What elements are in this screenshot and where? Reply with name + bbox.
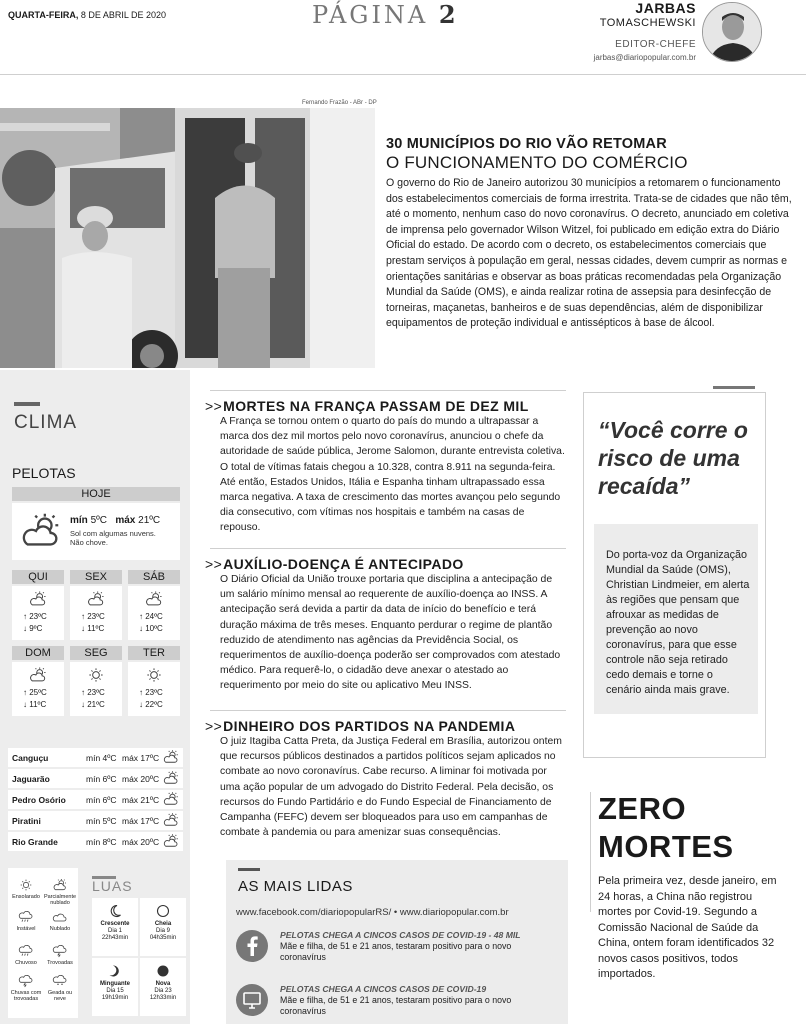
quote-attribution: Do porta-voz da Organização Mundial da Saúde (OMS), Christian Lindmeier, em alerta às regiões que pensam que afrouxar as medidas de prevenção ao novo coronavírus, para que esse controle não seja retirado cedo demais e torne o cenário ainda mais grave. — [594, 524, 758, 714]
sun-icon — [18, 878, 34, 892]
day-label-sab: SÁB — [128, 570, 180, 584]
day-max: ↑ 24ºC — [139, 612, 163, 621]
computer-icon — [236, 984, 268, 1016]
site-link[interactable]: www.diariopopular.com.br — [399, 907, 509, 918]
day-max: ↑ 23ºC — [81, 688, 105, 697]
news-title: DINHEIRO DOS PARTIDOS NA PANDEMIA — [223, 718, 516, 734]
legend-label: Instável — [16, 926, 36, 932]
today-max-label: máx — [115, 515, 136, 526]
moon-phase: Crescente — [100, 921, 130, 927]
city-min: mín 5ºC — [86, 816, 117, 826]
city-name: Pedro Osório — [12, 795, 66, 805]
most-read-links — [236, 907, 509, 918]
partly-cloudy-icon — [162, 812, 180, 828]
day-max: ↑ 23ºC — [139, 688, 163, 697]
day-min: ↓ 11ºC — [81, 624, 105, 633]
legend-chuvas-com-trovoadas — [9, 974, 43, 1002]
day-label-qui: QUI — [12, 570, 64, 584]
moon-time: 12h33min — [149, 995, 177, 1001]
news-title: MORTES NA FRANÇA PASSAM DE DEZ MIL — [223, 398, 529, 414]
most-read-title-text: PELOTAS CHEGA A CINCOS CASOS DE COVID-19 — [280, 984, 487, 994]
news-partidos — [205, 718, 565, 840]
new-moon-icon — [156, 964, 170, 978]
partly-cloudy-icon — [162, 770, 180, 786]
city-name: Jaguarão — [12, 774, 50, 784]
day-min: ↓ 22ºC — [139, 700, 163, 709]
today-label: HOJE — [12, 487, 180, 501]
city-row-pedro-osorio — [8, 790, 183, 809]
today-min-label: mín — [70, 515, 88, 526]
legend-label: Ensolarado — [12, 894, 40, 900]
partly-cloudy-icon — [162, 833, 180, 849]
city-row-piratini — [8, 811, 183, 830]
legend-label: Trovoadas — [47, 960, 73, 966]
facebook-link[interactable]: www.facebook.com/diariopopularRS/ — [236, 907, 392, 918]
partly-cloudy-icon — [162, 749, 180, 765]
day-label-ter: TER — [128, 646, 180, 660]
date: 8 DE ABRIL DE 2020 — [80, 10, 167, 20]
header-divider — [0, 74, 806, 75]
city-name: Piratini — [12, 816, 41, 826]
weather-city: PELOTAS — [12, 465, 76, 481]
city-row-rio-grande — [8, 832, 183, 851]
edition-date — [8, 10, 166, 20]
editor-last-name: TOMASCHEWSKI — [599, 17, 696, 29]
moon-date: Dia 9 — [155, 928, 170, 934]
city-row-jaguarao — [8, 769, 183, 788]
news-headline — [205, 718, 565, 734]
lead-photo — [0, 108, 375, 368]
most-read-title: AS MAIS LIDAS — [238, 878, 353, 895]
city-max: máx 21ºC — [122, 795, 160, 805]
today-description: Sol com algumas nuvens. Não chove. — [70, 529, 156, 547]
moon-time: 19h19min — [101, 995, 129, 1001]
news-body: O Diário Oficial da União trouxe portaria que disciplina a antecipação de um salário mínimo mensal ao requerente de auxílio-doença ao INSS. A antecipação será devida a partir da data de início do benefício e terá duração máxima de três meses. Enquanto perdurar o regime de plantão reduzido de atendimento nas agências da Previdência Social, os requerimentos de auxílio-doença poderão ser comprovados com atestado médico. Para requerê-lo, o cidadão deve anexar o atestado ao requerimento por meio do site ou aplicativo Meu INSS. — [220, 574, 561, 692]
legend-geada-ou-neve — [43, 974, 77, 1002]
day-forecast-sex — [70, 586, 122, 640]
moon-phases — [92, 876, 184, 1018]
legend-trovoadas — [43, 944, 77, 966]
day-max: ↑ 23ºC — [81, 612, 105, 621]
weather-title: CLIMA — [14, 412, 78, 433]
lead-subheadline: O FUNCIONAMENTO DO COMÉRCIO — [386, 153, 688, 172]
sun-icon — [86, 666, 106, 684]
partly-cloudy-icon — [28, 590, 48, 608]
moon-time: 04h35min — [149, 935, 177, 941]
news-title: AUXÍLIO-DOENÇA É ANTECIPADO — [223, 556, 464, 572]
day-forecast-seg — [70, 662, 122, 716]
page-number-value: 2 — [438, 0, 456, 29]
zero-divider — [590, 792, 591, 912]
legend-label: Chuvoso — [15, 960, 37, 966]
legend-nublado — [43, 910, 77, 932]
city-min: mín 6ºC — [86, 774, 117, 784]
most-read-accent-bar — [238, 868, 260, 871]
most-read-title-text: PELOTAS CHEGA A CINCOS CASOS DE COVID-19 - 48 MIL — [280, 930, 521, 940]
moon-date: Dia 23 — [154, 988, 172, 994]
partly-cloudy-icon — [144, 590, 164, 608]
rain-icon — [18, 944, 34, 958]
legend-label: Nublado — [49, 926, 71, 932]
lead-body: O governo do Rio de Janeiro autorizou 30 municípios a retomarem o funcionamento dos estabelecimentos comerciais de forma irrestrita. Trata-se de cidades que não têm, até o momento, nenhum caso do novo coronavírus. O decreto, anunciado em coletiva de imprensa pelo governador Wilson Witzel, foi publicado em edição extra do Diário Oficial do estado. De acordo com o decreto, os estabelecimentos comerciais que prestam serviços à população em geral, nessas cidades, devem cumprir as normas e orientações sanitárias e observar as boas práticas recomendadas pela Organização Mundial da Saúde (OMS), e ainda realizar rotina de assepsia para desinfecção de torneiras, maçanetas, banheiros e de suas dependências, além de disponibilizar equipamentos de proteção individual e antissépticos à base de álcool. — [386, 177, 792, 330]
moon-time: 22h43min — [101, 935, 129, 941]
zero-title — [598, 790, 734, 866]
city-row-cangucu — [8, 748, 183, 767]
storm-icon — [52, 944, 68, 958]
moon-date: Dia 15 — [106, 988, 124, 994]
city-max: máx 20ºC — [122, 774, 160, 784]
day-label-dom: DOM — [12, 646, 64, 660]
today-min: 5ºC — [90, 515, 107, 526]
day-forecast-dom — [12, 662, 64, 716]
page-label: PÁGINA — [312, 1, 429, 29]
waning-moon-icon — [108, 964, 122, 978]
day-min: ↓ 9ºC — [23, 624, 43, 633]
city-max: máx 20ºC — [122, 837, 160, 847]
weather-legend — [8, 868, 78, 1018]
moon-phase: Cheia — [154, 921, 172, 927]
news-divider — [210, 548, 566, 549]
zero-body: Pela primeira vez, desde janeiro, em 24 horas, a China não registrou mortes por Covid-19. Segundo a Comissão Nacional de Saúde da China, ontem foram identificados 32 novos casos positivos, todos importados. — [598, 875, 777, 980]
news-auxilio — [205, 556, 565, 694]
news-body: A França se tornou ontem o quarto do país do mundo a ultrapassar a marca dos dez mil mortos pelo novo coronavírus, anunciou o chefe da autoridade de saúde pública, Jerome Salomon, durante entrevista coletiva. O total de vítimas fatais chegou a 10.328, contra 8.911 na segunda-feira. Até então, Estados Unidos, Itália e Espanha tinham ultrapassado essa marca negativa. A taxa de crescimento das mortes avançou pelo segundo dia consecutivo, com vítimas nos hospitais e também na casas de repouso. — [220, 416, 565, 534]
partly-cloudy-icon — [52, 878, 68, 892]
legend-label: Parcialmente nublado — [43, 894, 77, 906]
lead-headline: 30 MUNICÍPIOS DO RIO VÃO RETOMAR — [386, 136, 667, 152]
day-max: ↑ 23ºC — [23, 612, 47, 621]
page-number — [312, 0, 456, 29]
day-min: ↓ 10ºC — [139, 624, 163, 633]
news-franca — [205, 398, 565, 536]
news-headline — [205, 556, 565, 572]
arrow-icon: >> — [205, 556, 223, 572]
arrow-icon: >> — [205, 398, 223, 414]
today-temps — [70, 515, 160, 526]
sun-icon — [144, 666, 164, 684]
day-forecast-sab — [128, 586, 180, 640]
city-name: Rio Grande — [12, 837, 58, 847]
lead-article — [386, 136, 800, 332]
editor-block — [594, 0, 696, 62]
legend-chuvoso — [9, 944, 43, 966]
legend-parcialmente-nublado — [43, 878, 77, 906]
editor-role: EDITOR-CHEFE — [615, 39, 696, 50]
editor-email[interactable]: jarbas@diariopopular.com.br — [593, 53, 696, 62]
news-divider — [210, 390, 566, 391]
legend-instavel — [9, 910, 43, 932]
legend-ensolarado — [9, 878, 43, 900]
day-min: ↓ 11ºC — [23, 700, 47, 709]
city-min: mín 6ºC — [86, 795, 117, 805]
news-headline — [205, 398, 565, 414]
zero-title-line1: ZERO — [598, 791, 687, 826]
zero-title-line2: MORTES — [598, 829, 734, 864]
day-forecast-ter — [128, 662, 180, 716]
most-read-desc: Mãe e filha, de 51 e 21 anos, testaram positivo para o novo coronavírus — [280, 995, 512, 1016]
partly-cloudy-icon — [28, 666, 48, 684]
day-min: ↓ 21ºC — [81, 700, 105, 709]
day-label-seg: SEG — [70, 646, 122, 660]
news-body: O juiz Itagiba Catta Preta, da Justiça Federal em Brasília, autorizou ontem que recursos públicos destinados a partidos políticos sejam aplicados no combate ao novo coronavírus. Cabe recurso. A liminar foi motivada por uma ação popular de um advogado do Distrito Federal. Pela decisão, os recursos do Fundo Partidário e do Fundo Especial de Financiamento de Campanha (FEFC) devem ser bloqueados para uso em campanhas de combate à pandemia ou para amenizar suas consequências. — [220, 736, 562, 839]
quote-text: “Você corre o risco de uma recaída” — [598, 417, 748, 499]
city-max: máx 17ºC — [122, 753, 160, 763]
sun-cloud-icon — [18, 511, 64, 551]
moon-nova — [140, 958, 186, 1016]
city-name: Canguçu — [12, 753, 49, 763]
quote-accent-bar — [713, 386, 755, 389]
facebook-icon — [236, 930, 268, 962]
unstable-icon — [18, 910, 34, 924]
moon-cheia — [140, 898, 186, 956]
news-divider — [210, 710, 566, 711]
moon-minguante — [92, 958, 138, 1016]
today-forecast — [12, 503, 180, 560]
day-label-sex: SEX — [70, 570, 122, 584]
moon-title: LUAS — [92, 878, 133, 894]
full-moon-icon — [156, 904, 170, 918]
day-max: ↑ 25ºC — [23, 688, 47, 697]
weather-accent-bar — [14, 402, 40, 406]
moon-date: Dia 1 — [107, 928, 122, 934]
today-max: 21ºC — [138, 515, 161, 526]
arrow-icon: >> — [205, 718, 223, 734]
city-max: máx 17ºC — [122, 816, 160, 826]
moon-phase: Minguante — [100, 981, 130, 987]
partly-cloudy-icon — [162, 791, 180, 807]
most-read-desc: Mãe e filha, de 51 e 21 anos, testaram positivo para o novo coronavírus — [280, 941, 512, 962]
city-min: mín 4ºC — [86, 753, 117, 763]
editor-first-name: JARBAS — [635, 0, 696, 16]
legend-label: Chuvas com trovoadas — [10, 990, 42, 1002]
snow-icon — [52, 974, 68, 988]
day-forecast-qui — [12, 586, 64, 640]
photo-credit: Fernando Frazão - ABr - DP — [302, 100, 377, 106]
legend-label: Geada ou neve — [47, 990, 73, 1002]
rain-storm-icon — [18, 974, 34, 988]
weekday: QUARTA-FEIRA, — [8, 10, 79, 20]
link-separator: • — [393, 907, 398, 918]
city-min: mín 8ºC — [86, 837, 117, 847]
crescent-moon-icon — [108, 904, 122, 918]
partly-cloudy-icon — [86, 590, 106, 608]
moon-phase: Nova — [155, 981, 171, 987]
cloud-icon — [52, 910, 68, 924]
editor-avatar — [702, 2, 762, 62]
moon-crescente — [92, 898, 138, 956]
